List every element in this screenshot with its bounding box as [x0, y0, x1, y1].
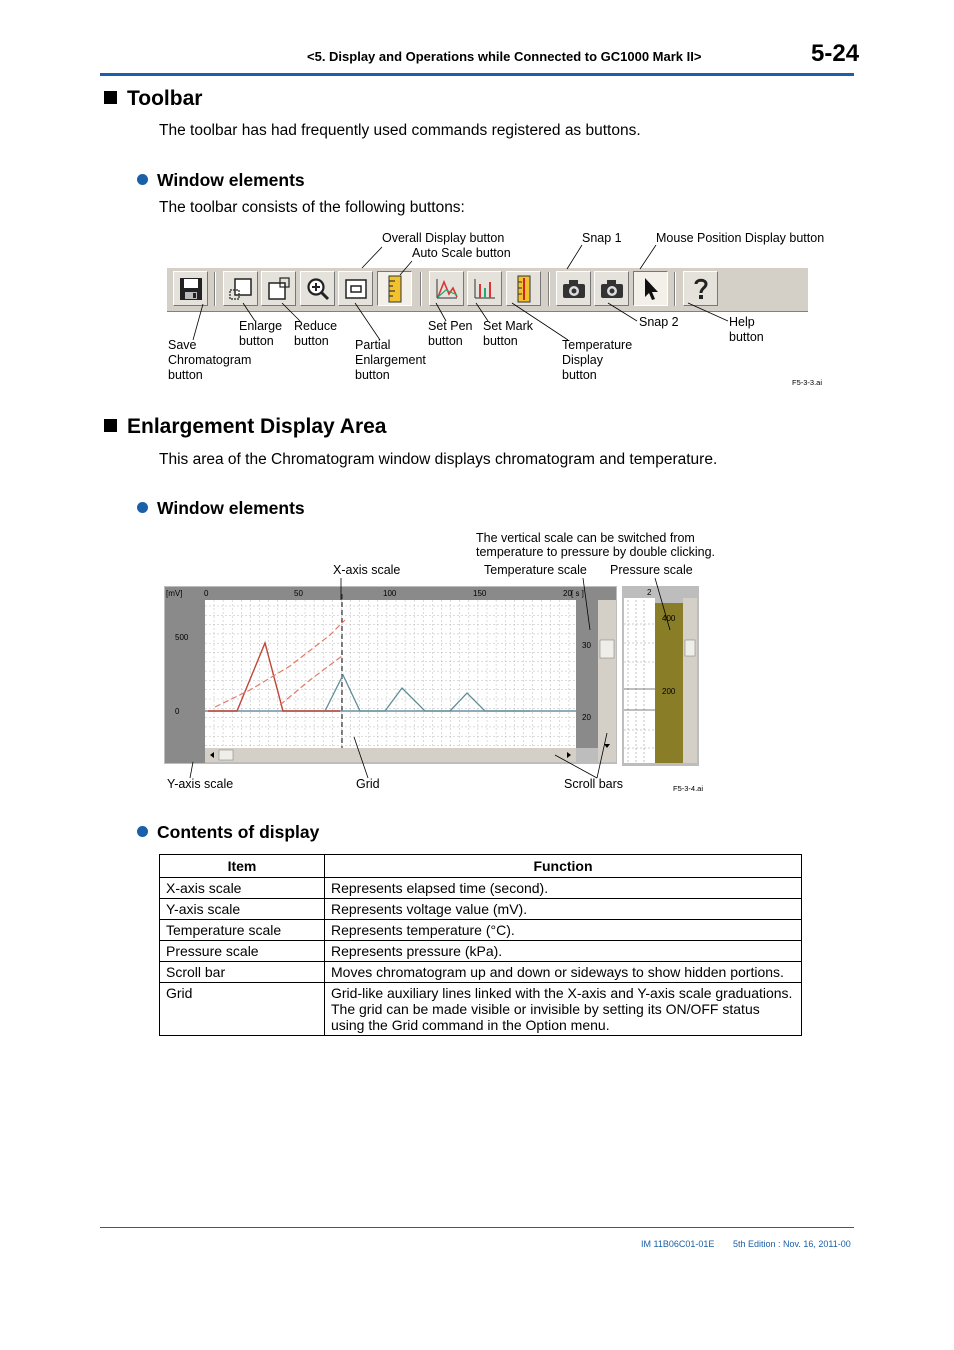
footer-edition: 5th Edition : Nov. 16, 2011-00 — [733, 1239, 851, 1249]
chapter-title: <5. Display and Operations while Connected to GC1000 Mark II> — [307, 49, 702, 64]
scale-switch-note-line: The vertical scale can be switched from — [476, 531, 695, 545]
item-cell: Y-axis scale — [160, 899, 325, 920]
contents-heading — [137, 822, 319, 843]
function-cell: Grid-like auxiliary lines linked with the X-axis and Y-axis scale graduations. The grid can be made visible or invisible by setting its ON/OFF status using the Grid command in the Option menu. — [325, 983, 802, 1036]
label-mouse-position: Mouse Position Display button — [656, 231, 825, 245]
column-header-item: Item — [160, 855, 325, 878]
enlargement-heading-text: Enlargement Display Area — [127, 415, 387, 438]
column-header-function: Function — [325, 855, 802, 878]
y-tick-label: 0 — [175, 707, 180, 716]
label-auto-scale: Auto Scale button — [412, 246, 511, 260]
label-partial-line: button — [355, 368, 390, 382]
figure-id-1: F5-3-3.ai — [792, 378, 823, 387]
label-temperature-line: Temperature — [562, 338, 633, 352]
label-y-axis-scale: Y-axis scale — [167, 777, 234, 791]
table-row — [160, 941, 802, 962]
function-cell: Represents elapsed time (second). — [325, 878, 802, 899]
label-temperature-scale: Temperature scale — [484, 563, 587, 577]
toolbar-intro: The toolbar has had frequently used commands registered as buttons. — [159, 122, 641, 139]
pressure-tick-label: 400 — [662, 614, 676, 623]
y-tick-label: 500 — [175, 633, 189, 642]
table-row — [160, 878, 802, 899]
footer-doc-id: IM 11B06C01-01E — [641, 1239, 715, 1249]
x-tick-label: 150 — [473, 589, 487, 598]
item-cell: X-axis scale — [160, 878, 325, 899]
label-temperature-line: Display — [562, 353, 603, 367]
label-enlarge-line: Enlarge — [239, 319, 283, 333]
label-set-mark-line: Set Mark — [483, 319, 534, 333]
label-save-line: Save — [168, 338, 197, 352]
label-overall-display: Overall Display button — [382, 231, 505, 245]
contents-heading-text: Contents of display — [157, 822, 320, 842]
scale-switch-note-line: temperature to pressure by double clicking. — [476, 545, 716, 559]
y-unit-label: [mV] — [166, 589, 183, 598]
label-snap1: Snap 1 — [582, 231, 622, 245]
function-cell: Represents temperature (°C). — [325, 920, 802, 941]
item-cell: Pressure scale — [160, 941, 325, 962]
pressure-top-label: 2 — [647, 588, 652, 597]
label-set-mark-line: button — [483, 334, 518, 348]
label-reduce-line: button — [294, 334, 329, 348]
table-row — [160, 983, 802, 1036]
table-row — [160, 962, 802, 983]
label-grid: Grid — [356, 777, 380, 791]
label-partial-line: Enlargement — [355, 353, 426, 367]
item-cell: Temperature scale — [160, 920, 325, 941]
label-partial-line: Partial — [355, 338, 391, 352]
figure-id-2: F5-3-4.ai — [673, 784, 704, 793]
page-number: 5-24 — [811, 40, 860, 67]
temperature-tick-label: 20 — [582, 713, 591, 722]
label-save-line: button — [168, 368, 203, 382]
function-cell: Represents voltage value (mV). — [325, 899, 802, 920]
label-scroll-bars: Scroll bars — [564, 777, 624, 791]
enlargement-intro: This area of the Chromatogram window displays chromatogram and temperature. — [159, 451, 718, 468]
label-set-pen-line: button — [428, 334, 463, 348]
label-help-line: Help — [729, 315, 755, 329]
table-row — [160, 899, 802, 920]
contents-table — [159, 854, 802, 1036]
label-snap2: Snap 2 — [639, 315, 679, 329]
x-tick-label: 50 — [294, 589, 303, 598]
toolbar-subintro: The toolbar consists of the following buttons: — [159, 199, 465, 216]
label-save-line: Chromatogram — [168, 353, 252, 367]
pressure-tick-label: 200 — [662, 687, 676, 696]
item-cell: Scroll bar — [160, 962, 325, 983]
label-pressure-scale: Pressure scale — [610, 563, 693, 577]
label-reduce-line: Reduce — [294, 319, 338, 333]
table-row — [160, 920, 802, 941]
label-temperature-line: button — [562, 368, 597, 382]
label-set-pen-line: Set Pen — [428, 319, 473, 333]
table-header-row — [160, 855, 802, 878]
footer-rule — [100, 1227, 854, 1228]
x-unit-label: [ s ] — [571, 589, 584, 598]
label-x-axis-scale: X-axis scale — [333, 563, 401, 577]
function-cell: Moves chromatogram up and down or sideways to show hidden portions. — [325, 962, 802, 983]
window-elements-heading-1-text: Window elements — [157, 170, 305, 190]
temperature-tick-label: 30 — [582, 641, 591, 650]
label-help-line: button — [729, 330, 764, 344]
function-cell: Represents pressure (kPa). — [325, 941, 802, 962]
bullet-icon — [137, 826, 148, 837]
item-cell: Grid — [160, 983, 325, 1036]
x-tick-label: 100 — [383, 589, 397, 598]
toolbar-heading-text: Toolbar — [127, 87, 203, 110]
x-tick-label: 20 — [563, 589, 572, 598]
window-elements-heading-2-text: Window elements — [157, 498, 305, 518]
x-tick-label: 0 — [204, 589, 209, 598]
label-enlarge-line: button — [239, 334, 274, 348]
